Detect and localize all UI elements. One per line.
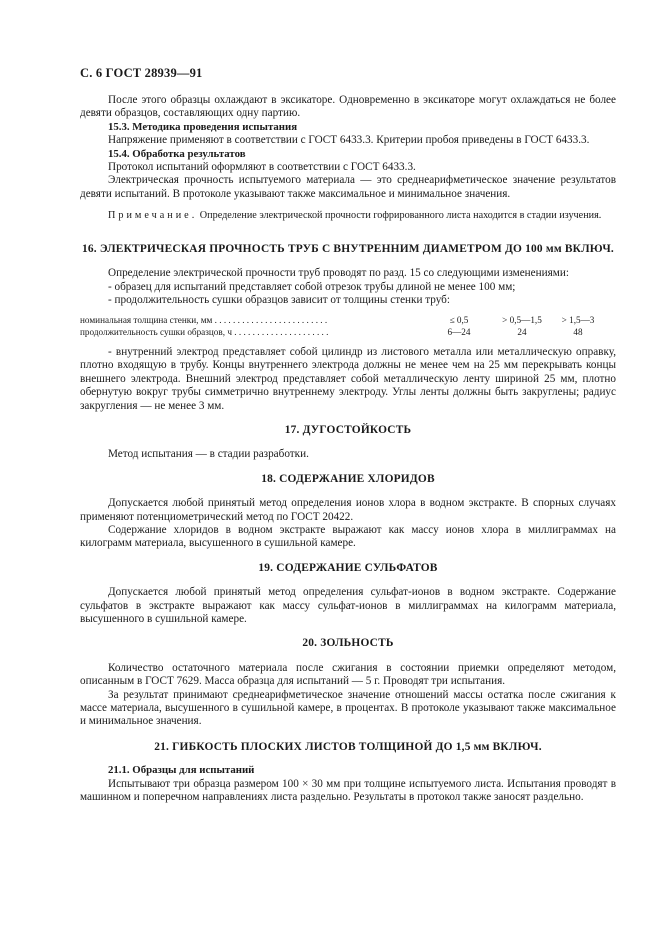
table-cell: 48 bbox=[573, 326, 583, 337]
document-body bbox=[80, 94, 616, 804]
section-18-heading: 18. СОДЕРЖАНИЕ ХЛОРИДОВ bbox=[261, 472, 435, 485]
note-text: Определение электрической прочности гофрированного листа находится в стадии изучения. bbox=[197, 210, 602, 222]
table-cell: > 1,5—3 bbox=[561, 315, 595, 326]
subsection-21-1-title: 21.1. Образцы для испытаний bbox=[108, 764, 255, 777]
table-row-label: продолжительность сушки образцов, ч . . . . . . . . . . . . . . . . . . . . . bbox=[80, 326, 329, 337]
note-label: Примечание. bbox=[108, 210, 198, 222]
section-16-heading: 16. ЭЛЕКТРИЧЕСКАЯ ПРОЧНОСТЬ ТРУБ С ВНУТРЕННИМ ДИАМЕТРОМ ДО 100 мм ВКЛЮЧ. bbox=[82, 242, 614, 255]
paragraph-18-content: Содержание хлоридов в водном экстракте выражают как массу ионов хлора в миллиграммах на килограмм материала, высушенного в сушильной камере. bbox=[80, 523, 616, 550]
table-row bbox=[80, 327, 616, 338]
paragraph-20-result: За результат принимают среднеарифметическое значение отношений массы остатка после сжигания к массе материала, высушенного в сушильной камере, в процентах. В протоколе указывают также максимальное и минимальное значения. bbox=[80, 688, 616, 728]
paragraph-18-method: Допускается любой принятый метод определения ионов хлора в водном экстракте. В спорных случаях применяют потенциометрический метод по ГОСТ 20422. bbox=[80, 497, 616, 523]
subsection-15-4-title: 15.4. Обработка результатов bbox=[108, 147, 246, 160]
paragraph-21-1: Испытывают три образца размером 100 × 30 мм при толщине испытуемого листа. Испытания проводят в машинном и поперечном направлениях листа раздельно. Результаты в протокол также заносят раздельно. bbox=[80, 777, 616, 804]
paragraph-15-4-protocol: Протокол испытаний оформляют в соответствии с ГОСТ 6433.3. bbox=[108, 161, 416, 174]
paragraph-17: Метод испытания — в стадии разработки. bbox=[108, 448, 309, 461]
section-17-heading: 17. ДУГОСТОЙКОСТЬ bbox=[284, 423, 412, 436]
paragraph-16-drying: - продолжительность сушки образцов зависит от толщины стенки труб: bbox=[108, 294, 450, 307]
table-row bbox=[80, 315, 616, 326]
section-21-heading: 21. ГИБКОСТЬ ПЛОСКИХ ЛИСТОВ ТОЛЩИНОЙ ДО 1,5 мм ВКЛЮЧ. bbox=[154, 740, 542, 753]
section-19-heading: 19. СОДЕРЖАНИЕ СУЛЬФАТОВ bbox=[258, 561, 438, 574]
paragraph-16-specimen: - образец для испытаний представляет собой отрезок трубы длиной не менее 100 мм; bbox=[108, 280, 516, 293]
table-cell: ≤ 0,5 bbox=[449, 315, 469, 326]
paragraph-16-electrode: - внутренний электрод представляет собой цилиндр из листового металла или металлическую оправку, плотно входящую в трубу. Концы внутреннего электрода должны не менее чем на 25 мм перекрывать концы внешнего электрода. Внешний электрод представляет собой металлическую ленту шириной 25 мм, плотно обернутую вокруг трубы симметрично внутреннему электроду. Углы ленты должны быть закруглены; радиус закругления — не менее 3 мм. bbox=[80, 345, 616, 412]
table-cell: 6—24 bbox=[447, 326, 471, 337]
page-header: С. 6 ГОСТ 28939—91 bbox=[80, 66, 203, 80]
subsection-15-3-title: 15.3. Методика проведения испытания bbox=[108, 120, 298, 133]
section-20-heading: 20. ЗОЛЬНОСТЬ bbox=[302, 637, 394, 650]
paragraph-20-method: Количество остаточного материала после сжигания в состоянии приемки определяют методом, описанным в ГОСТ 7629. Масса образца для испытаний — 5 г. Проводят три испытания. bbox=[80, 661, 616, 688]
paragraph-cooling: После этого образцы охлаждают в эксикаторе. Одновременно в эксикаторе могут охлаждаться не более девяти образцов, составляющих одну партию. bbox=[80, 94, 616, 120]
table-row-label: номинальная толщина стенки, мм . . . . . . . . . . . . . . . . . . . . . . . . . bbox=[80, 315, 328, 326]
note-paragraph bbox=[80, 210, 616, 223]
paragraph-15-4-strength: Электрическая прочность испытуемого материала — это среднеарифметическое значение результатов девяти испытаний. В протоколе указывают также максимальное и минимальное значения. bbox=[80, 174, 616, 200]
paragraph-15-3: Напряжение применяют в соответствии с ГОСТ 6433.3. Критерии пробоя приведены в ГОСТ 6433.3. bbox=[108, 134, 590, 147]
drying-time-table bbox=[80, 315, 616, 337]
table-cell: 24 bbox=[517, 326, 527, 337]
paragraph-19: Допускается любой принятый метод определения сульфат-ионов в водном экстракте. Содержание сульфатов в экстракте выражают как массу сульфат-ионов в миллиграммах на килограмм материала, высушенного в сушильной камере. bbox=[80, 586, 616, 625]
table-cell: > 0,5—1,5 bbox=[502, 315, 542, 326]
paragraph-16-intro: Определение электрической прочности труб проводят по разд. 15 со следующими изменениями: bbox=[108, 267, 569, 280]
